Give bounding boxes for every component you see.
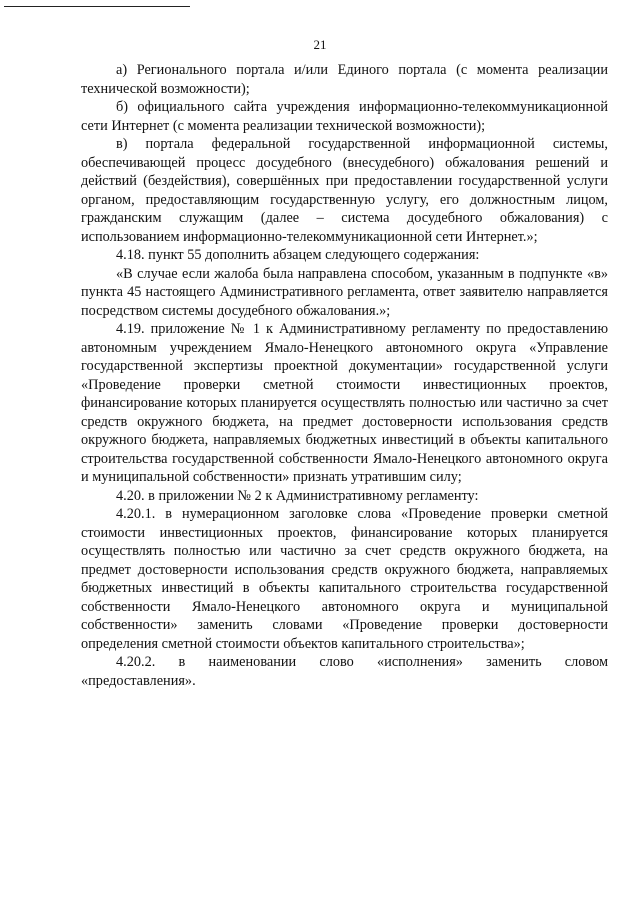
- paragraph-v: в) портала федеральной государственной информационной системы, обеспечивающей процесс досудебного (внесудебного) обжалования решений и действий (бездействия), совершённых при предоставлении государственной услуги органом, предоставляющим государственную услугу, его должностным лицом, гражданским служащим (далее – система досудебного обжалования) с использованием информационно-телекоммуникационной сети Интернет.»;: [81, 136, 608, 245]
- paragraph-4-19: 4.19. приложение № 1 к Административному регламенту по предоставлению автономным учреждением Ямало-Ненецкого автономного округа «Управление государственной экспертизы проектной документации» государственной услуги «Проведение проверки сметной стоимости инвестиционных проектов, финансирование которых планируется осуществлять полностью или частично за счет средств окружного бюджета, на предмет достоверности использования средств окружного бюджета, направляемых бюджетных инвестиций в объекты капитального строительства государственной собственности Ямало-Ненецкого автономного округа и муниципальной собственности» признать утратившим силу;: [81, 321, 608, 485]
- paragraph-a: а) Регионального портала и/или Единого портала (с момента реализации технической возможности);: [81, 62, 608, 97]
- paragraph-quote: «В случае если жалоба была направлена способом, указанным в подпункте «в» пункта 45 настоящего Административного регламента, ответ заявителю направляется посредством системы досудебного обжалования.»;: [81, 265, 608, 319]
- paragraph-4-18: 4.18. пункт 55 дополнить абзацем следующего содержания:: [116, 247, 480, 263]
- top-rule: [4, 6, 190, 7]
- paragraph-b: б) официального сайта учреждения информационно-телекоммуникационной сети Интернет (с момента реализации технической возможности);: [81, 99, 608, 134]
- page-number: 21: [313, 37, 327, 52]
- document-body: [81, 61, 608, 690]
- paragraph-4-20: 4.20. в приложении № 2 к Административному регламенту:: [116, 487, 479, 504]
- paragraph-4-20-1: 4.20.1. в нумерационном заголовке слова «Проведение проверки сметной стоимости инвестиционных проектов, финансирование которых планируется осуществлять полностью или частично за счет средств окружного бюджета, на предмет достоверности использования средств окружного бюджета, направляемых бюджетных инвестиций в объекты капитального строительства государственной собственности Ямало-Ненецкого автономного округа и муниципальной собственности» заменить словами «Проведение проверки достоверности определения сметной стоимости объектов капитального строительства»;: [81, 506, 608, 652]
- paragraph-4-20-2: 4.20.2. в наименовании слово «исполнения» заменить словом «предоставления».: [81, 654, 608, 689]
